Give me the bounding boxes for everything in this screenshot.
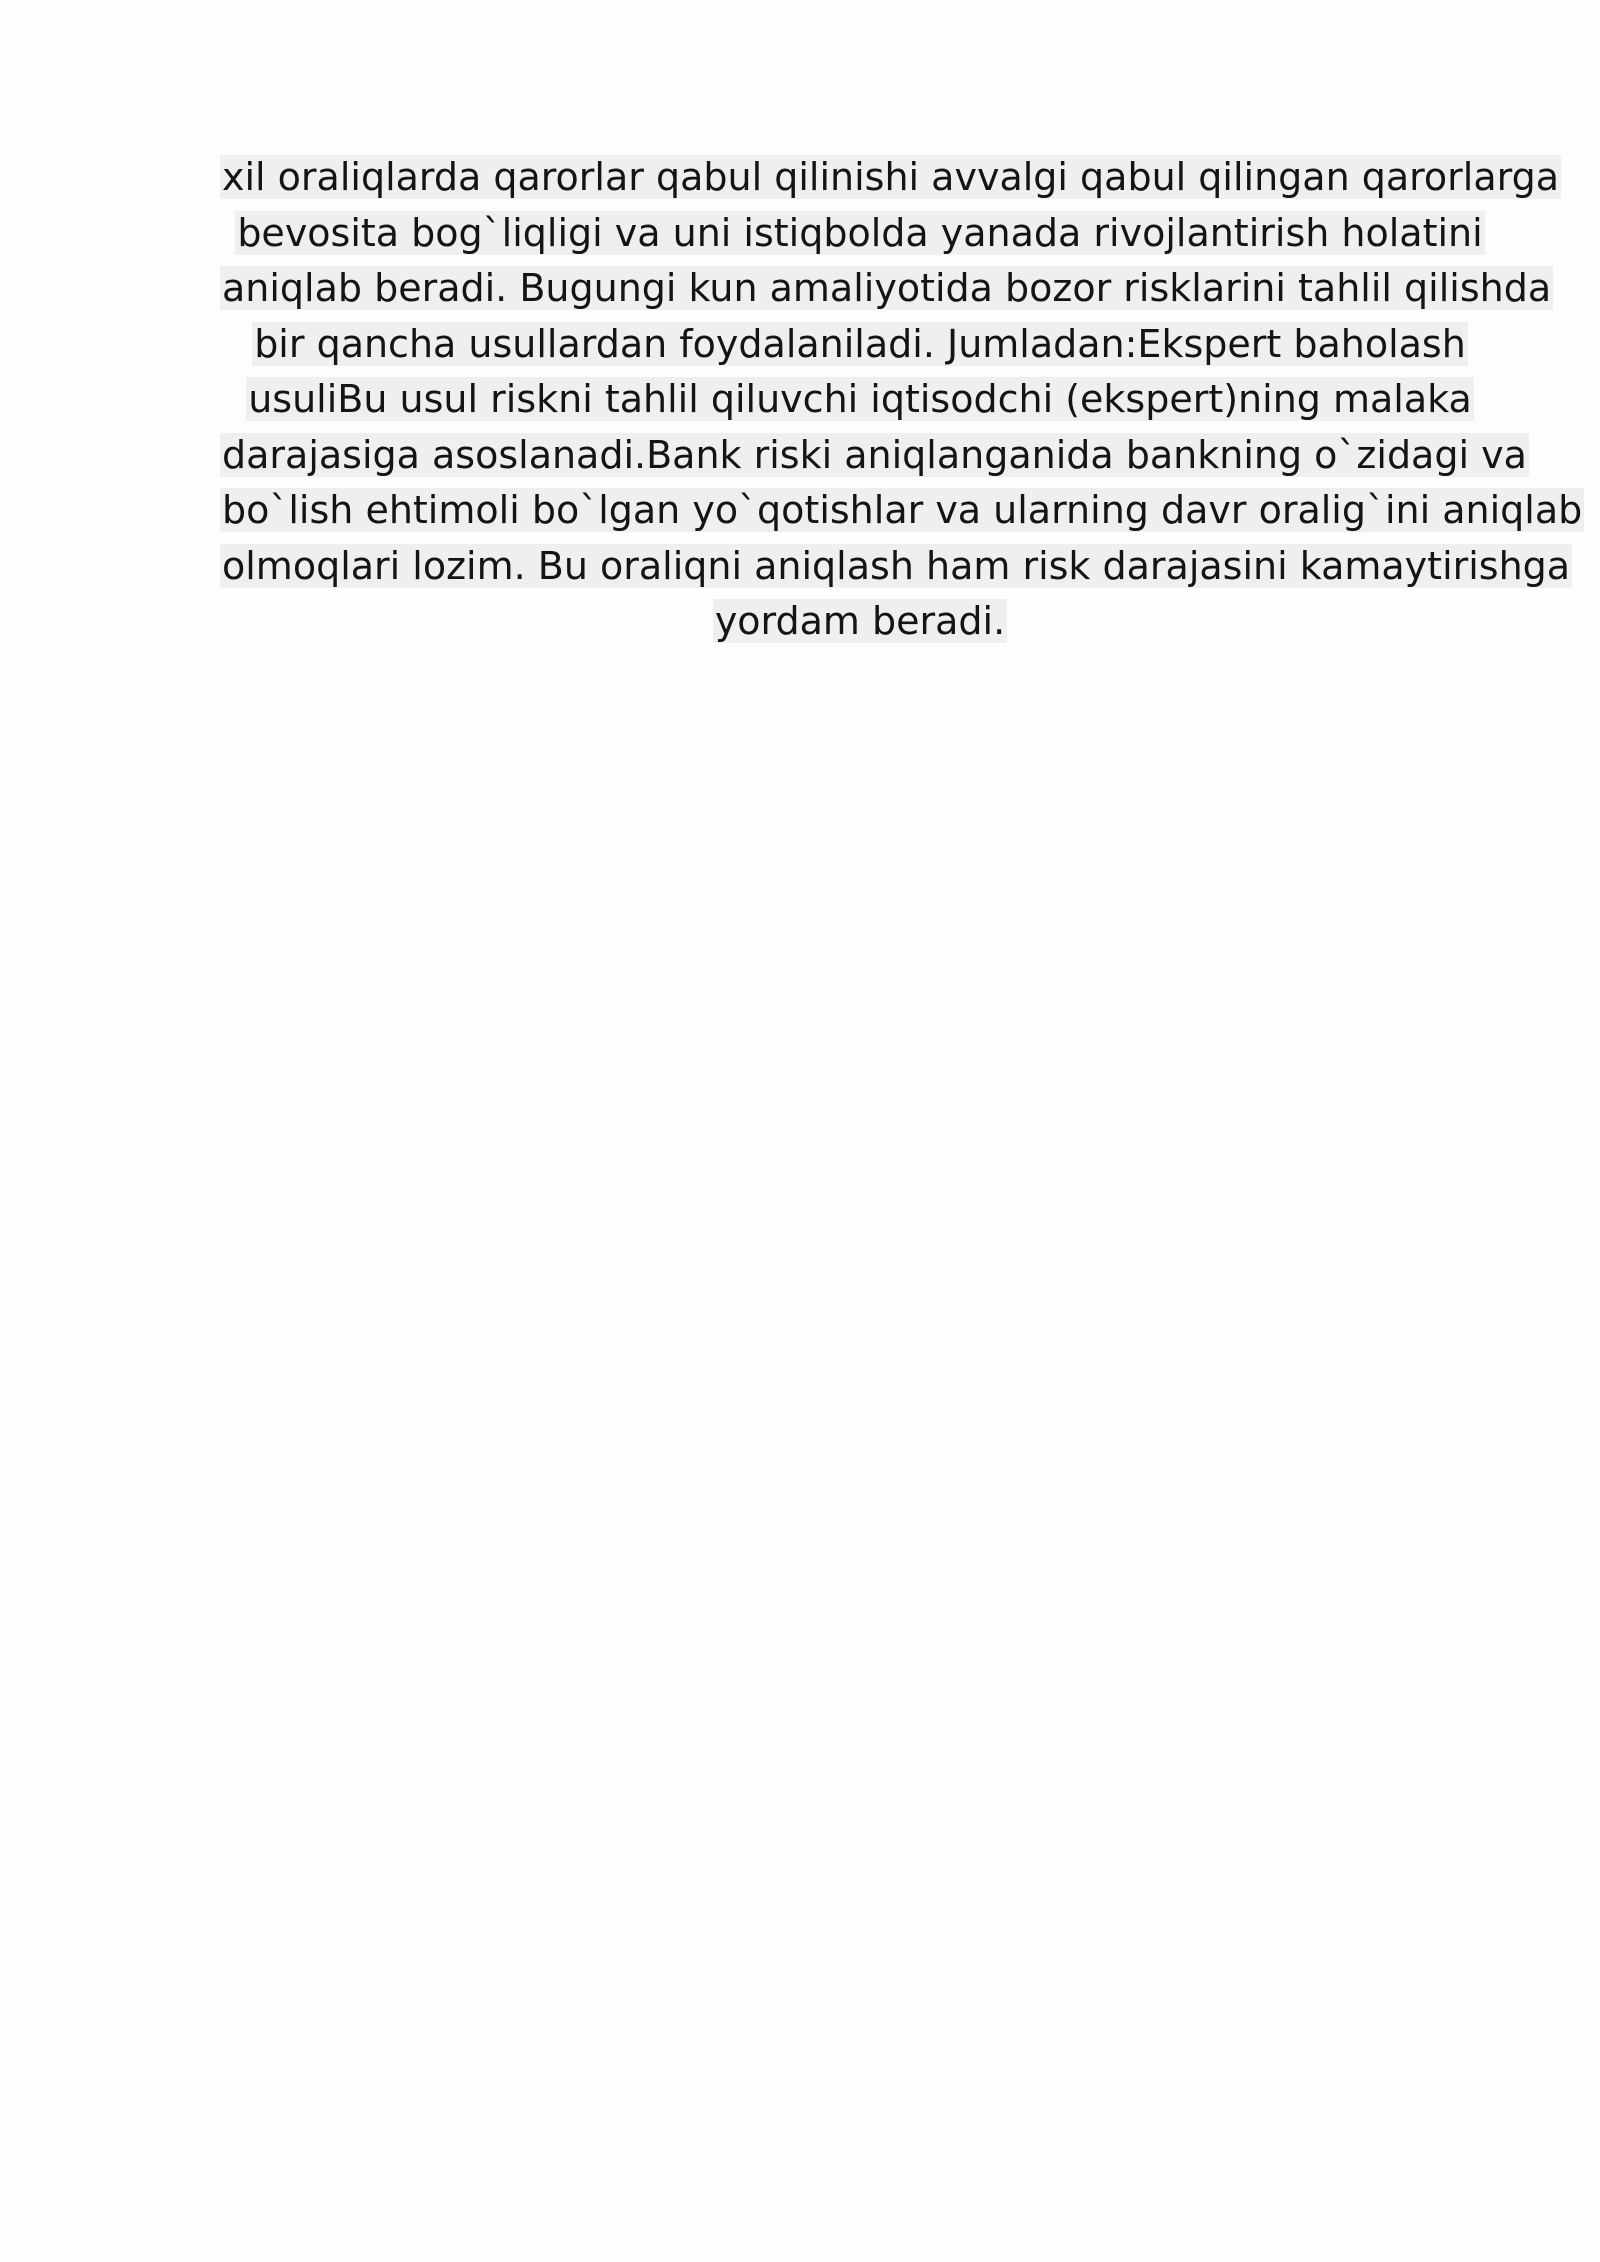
paragraph-line: usuliBu usul riskni tahlil qiluvchi iqtisodchi (ekspert)ning malaka — [248, 377, 1472, 421]
paragraph-line: bo`lish ehtimoli bo`lgan yo`qotishlar va ularning davr oralig`ini aniqlab — [222, 488, 1583, 532]
paragraph-line: darajasiga asoslanadi.Bank riski aniqlanganida bankning o`zidagi va — [222, 432, 1527, 477]
paragraph-line: aniqlab beradi. Bugungi kun amaliyotida bozor risklarini tahlil qilishda — [222, 266, 1552, 310]
paragraph-line: bir qancha usullardan foydalaniladi. Jumladan:Ekspert baholash — [254, 321, 1466, 366]
paragraph — [220, 150, 1583, 650]
paragraph-line: xil oraliqlarda qarorlar qabul qilinishi avvalgi qabul qilingan qarorlarga — [222, 155, 1560, 199]
paragraph-line: bevosita bog`liqligi va uni istiqbolda yanada rivojlantirish holatini — [237, 210, 1483, 255]
paragraph-line: yordam beradi. — [714, 599, 1006, 643]
paragraph-line: olmoqlari lozim. Bu oraliqni aniqlash ham risk darajasini kamaytirishga — [222, 543, 1571, 588]
